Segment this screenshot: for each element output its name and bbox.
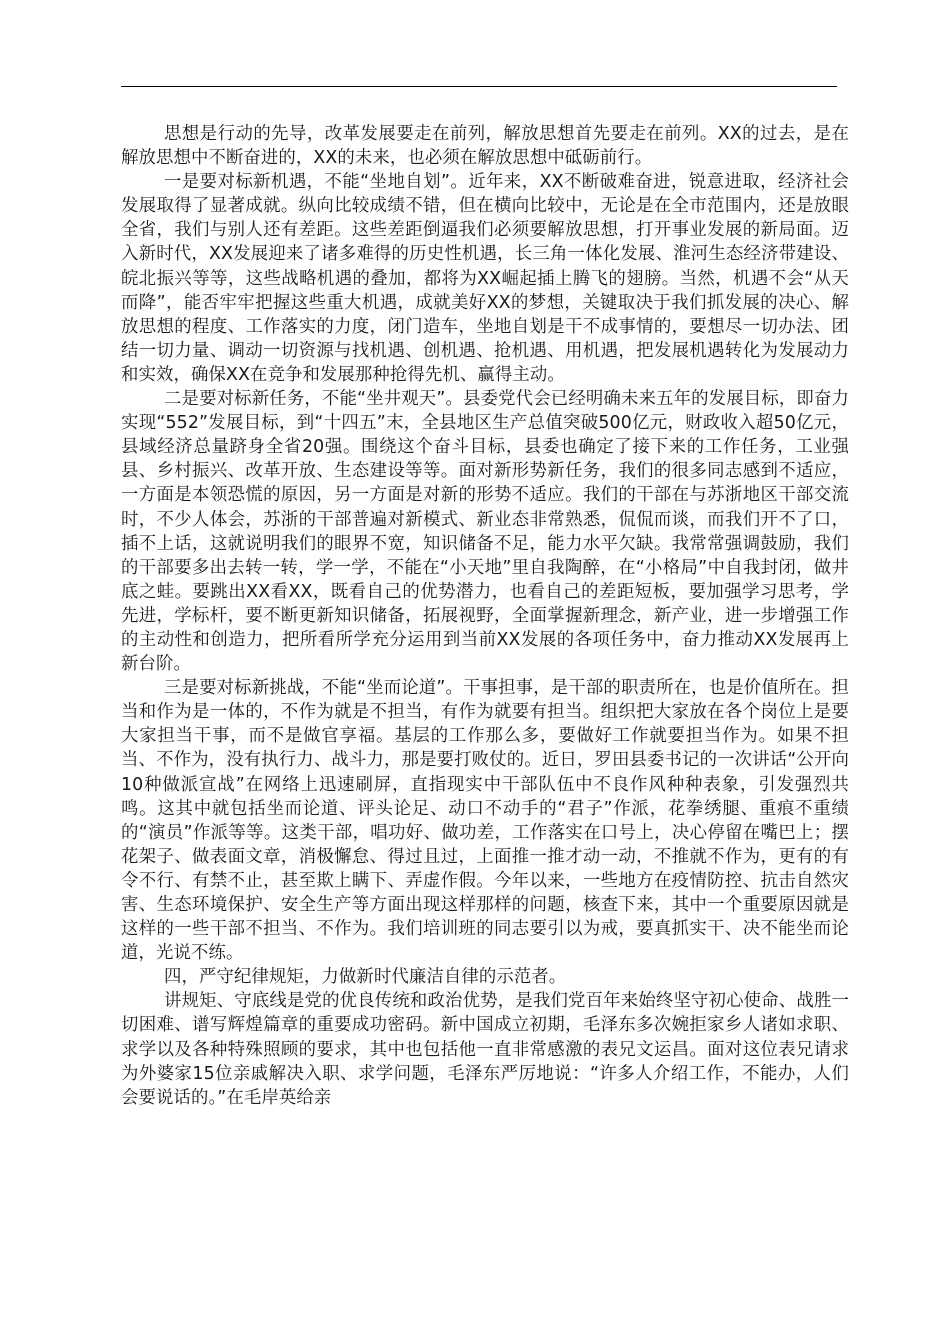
paragraph-point-three: 三是要对标新挑战，不能“坐而论道”。干事担事，是干部的职责所在，也是价值所在。担当和作为是一体的，不作为就是不担当，有作为就要有担当。组织把大家放在各个岗位上是要大家担当干事，而不是做官享福。基层的工作那么多，要做好工作就要担当作为。如果不担当、不作为，没有执行力、战斗力，那是要打败仗的。近日，罗田县委书记的一次讲话“公开向10种做派宣战”在网络上迅速刷屏，直指现实中干部队伍中不良作风种种表象，引发强烈共鸣。这其中就包括坐而论道、评头论足、动口不动手的“君子”作派，花拳绣腿、重痕不重绩的“演员”作派等等。这类干部，唱功好、做功差，工作落实在口号上，决心停留在嘴巴上；摆花架子、做表面文章，消极懈怠、得过且过，上面推一推才动一动，不推就不作为，更有的有令不行、有禁不止，甚至欺上瞒下、弄虚作假。今年以来，一些地方在疫情防控、抗击自然灾害、生态环境保护、安全生产等方面出现这样那样的问题，核查下来，其中一个重要原因就是这样的一些干部不担当、不作为。我们培训班的同志要引以为戒，要真抓实干、决不能坐而论道，光说不练。 <box>121 678 849 964</box>
paragraph-intro: 思想是行动的先导，改革发展要走在前列，解放思想首先要走在前列。XX的过去，是在解放思想中不断奋进的，XX的未来，也必须在解放思想中砥砺前行。 <box>121 124 849 169</box>
header-rule <box>121 86 837 87</box>
document-body <box>121 122 849 1110</box>
paragraph-point-one: 一是要对标新机遇，不能“坐地自划”。近年来，XX不断破难奋进，锐意进取，经济社会发展取得了显著成就。纵向比较成绩不错，但在横向比较中，无论是在全市范围内，还是放眼全省，我们与别人还有差距。这些差距倒逼我们必须要解放思想，打开事业发展的新局面。迈入新时代，XX发展迎来了诸多难得的历史性机遇，长三角一体化发展、淮河生态经济带建设、皖北振兴等等，这些战略机遇的叠加，都将为XX崛起插上腾飞的翅膀。当然，机遇不会“从天而降”，能否牢牢把握这些重大机遇，成就美好XX的梦想，关键取决于我们抓发展的决心、解放思想的程度、工作落实的力度，闭门造车，坐地自划是干不成事情的，要想尽一切办法、团结一切力量、调动一切资源与找机遇、创机遇、抢机遇、用机遇，把发展机遇转化为发展动力和实效，确保XX在竞争和发展那种抢得先机、赢得主动。 <box>121 172 849 385</box>
paragraph-point-two: 二是要对标新任务，不能“坐井观天”。县委党代会已经明确未来五年的发展目标，即奋力实现“552”发展目标，到“十四五”末，全县地区生产总值突破500亿元，财政收入超50亿元，县域经济总量跻身全省20强。围绕这个奋斗目标，县委也确定了接下来的工作任务，工业强县、乡村振兴、改革开放、生态建设等等。面对新形势新任务，我们的很多同志感到不适应，一方面是本领恐慌的原因，另一方面是对新的形势不适应。我们的干部在与苏浙地区干部交流时，不少人体会，苏浙的干部普遍对新模式、新业态非常熟悉，侃侃而谈，而我们开不了口，插不上话，这就说明我们的眼界不宽，知识储备不足，能力水平欠缺。我常常强调鼓励，我们的干部要多出去转一转，学一学，不能在“小天地”里自我陶醉，在“小格局”中自我封闭，做井底之蛙。要跳出XX看XX，既看自己的优势潜力，也看自己的差距短板，要加强学习思考，学先进，学标杆，要不断更新知识储备，拓展视野，全面掌握新理念，新产业，进一步增强工作的主动性和创造力，把所看所学充分运用到当前XX发展的各项任务中，奋力推动XX发展再上新台阶。 <box>121 389 849 675</box>
section-heading-four: 四，严守纪律规矩，力做新时代廉洁自律的示范者。 <box>164 967 567 988</box>
paragraph-discipline: 讲规矩、守底线是党的优良传统和政治优势，是我们党百年来始终坚守初心使命、战胜一切困难、谱写辉煌篇章的重要成功密码。新中国成立初期，毛泽东多次婉拒家乡人诸如求职、求学以及各种特殊照顾的要求，其中也包括他一直非常感激的表兄文运昌。面对这位表兄请求为外婆家15位亲戚解决入职、求学问题，毛泽东严厉地说：“许多人介绍工作，不能办，人们会要说话的。”在毛岸英给亲 <box>121 991 849 1108</box>
